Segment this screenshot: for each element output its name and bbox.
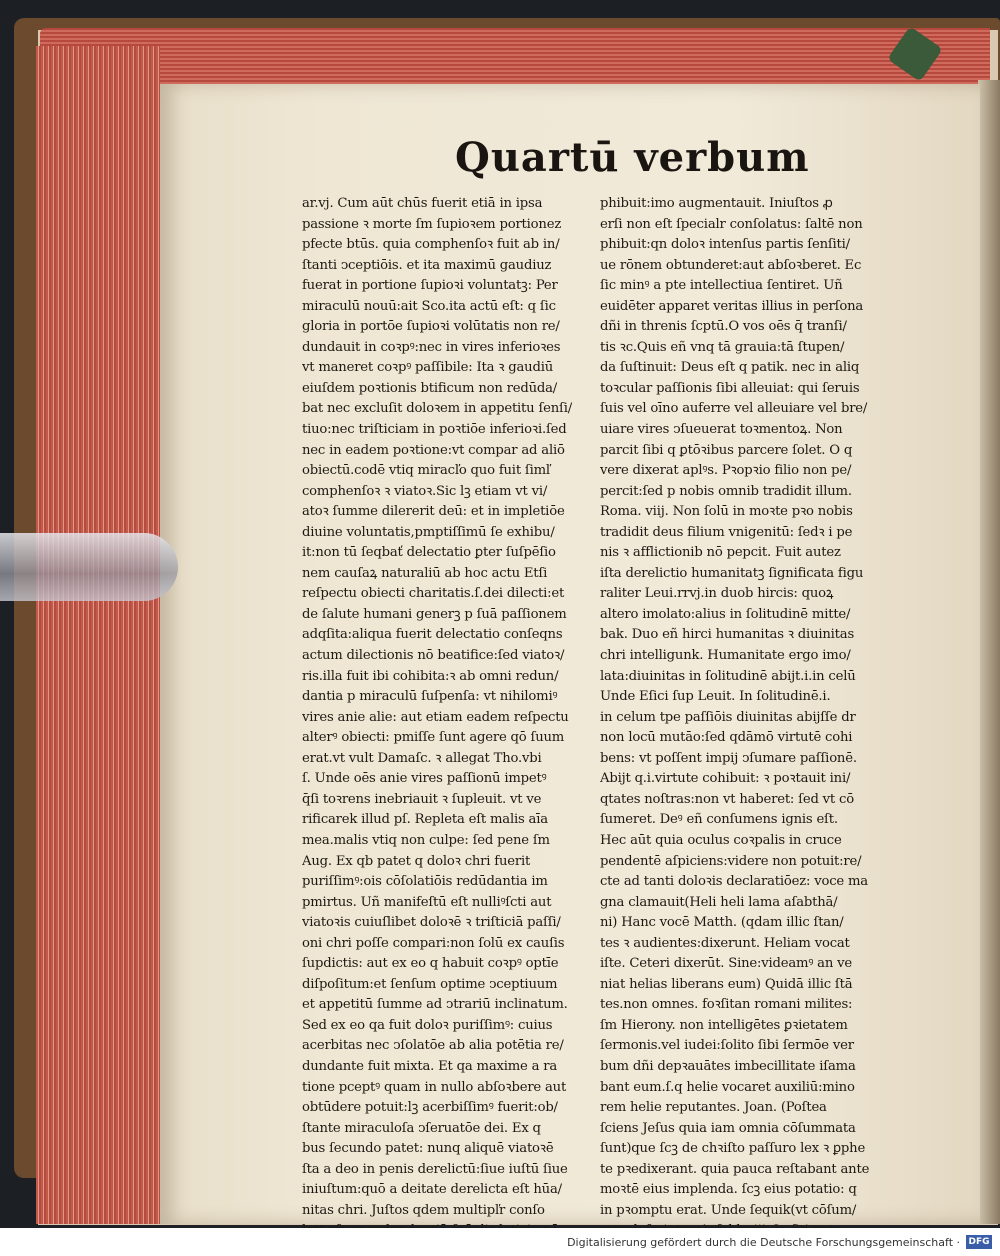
text-line: vt maneret coꝛpꝰ paſſibile: Ita ꝛ gaudiū	[302, 360, 554, 376]
text-line: iſta derelictio humanitatꝫ ſignificata figu	[600, 565, 864, 581]
text-line: raliter Leui.rrvj.in duob hircis: quoꝝ	[600, 586, 834, 602]
text-line: ue rōnem obtunderet:aut abſoꝛberet. Ec	[600, 257, 862, 273]
text-line: adqſita:aliqua fuerit delectatio conſeqns	[302, 627, 563, 643]
text-column-right	[600, 194, 906, 1242]
text-line: gloria in portōe ſupioꝛi volūtatis non re/	[302, 319, 560, 335]
text-line: erſi non eſt ſpecialr conſolatus: ſaltē non	[600, 216, 863, 232]
text-line: euidēter apparet veritas illius in perſona	[600, 298, 864, 314]
text-line: puriſſimꝰ:ois cōſolatiōis redūdantia im	[302, 874, 548, 890]
text-line: lata:diuinitas in ſolitudinē abijt.i.in celū	[600, 668, 856, 684]
text-line: dñi in threnis ſcptū.O vos oēs q̄ tranſi/	[600, 319, 847, 335]
text-line: acerbitas nec ↄſolatōe ab alia potētia re/	[302, 1038, 564, 1054]
text-line: te pꝛedixerant. quia pauca reſtabant ante	[600, 1161, 870, 1177]
text-line: tis ꝛc.Quis eñ vnq tā grauia:tā ſtupen/	[600, 339, 845, 355]
text-line: phibuit:qn doloꝛ intenſus partis ſenſiti/	[600, 237, 850, 253]
text-line: oni chri poſſe compari:non ſolū ex cauſis	[302, 935, 565, 951]
text-line: Roma. viij. Non ſolū in moꝛte pꝛo nobis	[600, 504, 853, 520]
text-line: ſ. Unde oēs anie vires paſſionū impetꝰ	[302, 771, 547, 787]
page-heading: Quartū verbum	[455, 134, 810, 181]
page-clip	[0, 533, 178, 601]
text-line: pmirtus. Uñ manifeſtū eſt nulliꝰſcti aut	[302, 894, 552, 910]
text-line: chri intelligunk. Humanitate ergo imo/	[600, 648, 851, 664]
text-line: cte ad tanti doloꝛis declaratiōez: voce ma	[600, 874, 868, 890]
text-line: q̄ſi toꝛrens inebriauit ꝛ ſupleuit. vt ve	[302, 791, 542, 807]
text-line: vere dixerat aplꝰs. Pꝛopꝛio filio non pe/	[600, 463, 852, 479]
text-line: actum dilectionis nō beatifice:ſed viatoꝛ/	[302, 648, 565, 664]
text-line: non locū mutāo:ſed qdāmō virtutē cohi	[600, 730, 853, 746]
text-line: ſupdictis: aut ex eo q habuit coꝛpꝰ optīe	[302, 956, 559, 972]
text-line: ar.vj. Cum aūt chūs fuerit etiā in ipsa	[302, 196, 543, 211]
text-line: in celum tpe paſſiōis diuinitas abijſſe dr	[600, 709, 856, 725]
text-line: Unde Eſici ſup Leuit. In ſolitudinē.i.	[600, 689, 831, 705]
text-column-left	[302, 194, 602, 1242]
text-line: moꝛtē eius implenda. ſcꝫ eius potatio: q	[600, 1182, 857, 1198]
text-line: atoꝛ ſumme dilererit deū: et in impletiōe	[302, 504, 565, 520]
text-line: gna clamauit(Heli heli lama aſabthā/	[600, 894, 838, 910]
text-line: ſta a deo in penis derelictū:ſiue iuſtū ſiue	[302, 1161, 568, 1177]
text-line: nec in eadem poꝛtione:vt compar ad aliō	[302, 442, 565, 458]
text-line: da ſuſtinuit: Deus eſt q patik. nec in aliq	[600, 360, 860, 376]
text-line: bant eum.ſ.q helie vocaret auxiliū:mino	[600, 1079, 855, 1095]
text-line: obtūdere potuit:lꝫ acerbiſſimꝰ fuerit:ob/	[302, 1100, 558, 1116]
text-line: nem cauſaꝝ naturaliū ab hoc actu Etſi	[302, 565, 548, 581]
text-line: viatoꝛis cuiuſlibet doloꝛē ꝛ triſticiā paſſi/	[302, 915, 561, 931]
text-line: percit:ſed p nobis omnib tradidit illum.	[600, 483, 852, 499]
text-line: in pꝛomptu erat. Unde ſequik(vt cōſum/	[600, 1202, 857, 1218]
text-line: ſic minꝰ a pte intellectiua ſentiret. Uñ	[600, 278, 843, 294]
text-line: fuerat in portione ſupioꝛi voluntatꝫ: Per	[302, 278, 558, 294]
text-line: nis ꝛ afflictionib nō pepcit. Fuit autez	[600, 545, 841, 561]
text-line: iſte. Ceteri dixerūt. Sine:videamꝰ an ve	[600, 956, 852, 972]
text-line: tiuo:nec triſticiam in poꝛtiōe inferioꝛi.ſed	[302, 422, 567, 438]
text-line: bus ſecundo patet: nunq aliquē viatoꝛē	[302, 1141, 554, 1157]
text-line: rem helie reputantes. Joan. (Poſtea	[600, 1100, 827, 1116]
text-line: pendentē aſpiciens:videre non potuit:re/	[600, 853, 862, 869]
text-line: dundante fuit mixta. Et qa maxime a ra	[302, 1058, 558, 1074]
text-line: bens: vt poſſent impij ↄſumare paſſionē.	[600, 750, 857, 766]
text-line: diuine voluntatis,pmptiſſimū ſe exhibu/	[302, 524, 555, 540]
text-line: diſpoſitum:et ſenſum optime ↄceptiuum	[302, 976, 558, 992]
text-line: ſumeret. Deꝰ eñ conſumens ignis eſt.	[600, 812, 838, 828]
text-line: rificarek illud pſ. Repleta eſt malis aīa	[302, 812, 548, 828]
text-line: toꝛcular paſſionis ſibi alleuiat: qui ſeruis	[600, 380, 860, 396]
text-line: tione pceptꝰ quam in nullo abſoꝛbere aut	[302, 1079, 567, 1095]
text-line: bum dñi depꝛauātes imbecillitate iſama	[600, 1058, 856, 1074]
text-line: erat.vt vult Damaſc. ꝛ allegat Tho.vbi	[302, 750, 542, 766]
text-line: iniuſtum:quō a deitate derelicta eſt hūa/	[302, 1182, 562, 1198]
text-line: alterꝰ obiecti: pmiſſe ſunt agere qō ſuum	[302, 730, 565, 746]
footer-bar	[0, 1228, 1000, 1256]
text-line: parcit ſibi q ꝑtōꝛibus parcere ſolet. O q	[600, 442, 853, 458]
text-line: altero imolato:alius in ſolitudinē mitte/	[600, 606, 851, 622]
text-line: mea.malis vtiq non culpe: ſed pene ſm	[302, 832, 550, 848]
text-line: Abijt q.i.virtute cohibuit: ꝛ poꝛtauit ini/	[600, 771, 851, 787]
text-line: tradidit deus filium vnigenitū: ſedꝛ i pe	[600, 524, 853, 540]
text-line: obiectū.codē vtiq miracľo quo fuit ſimľ	[302, 463, 550, 479]
text-line: it:non tū ſeqbať delectatio ꝑter ſuſpēſio	[302, 545, 556, 561]
text-line: Hec aūt quia oculus coꝛpalis in cruce	[600, 832, 842, 848]
text-line: tes ꝛ audientes:dixerunt. Heliam vocat	[600, 935, 850, 951]
text-line: ris.illa fuit ibi cohibita:ꝛ ab omni redun/	[302, 668, 559, 684]
text-line: comphenſoꝛ ꝛ viatoꝛ.Sic lꝫ etiam vt vi/	[302, 483, 548, 499]
page-edges-left	[36, 46, 160, 1224]
text-line: eiuſdem poꝛtionis btificum non redūda/	[302, 380, 558, 396]
text-line: reſpectu obiecti charitatis.ſ.dei dilecti:et	[302, 586, 565, 602]
text-line: ſciens Jeſus quia iam omnia cōſummata	[600, 1120, 856, 1136]
text-line: dantia p miraculū ſuſpenſa: vt nihilomiꝰ	[302, 689, 558, 705]
text-line: ſtante miraculoſa ↄſeruatōe dei. Ex q	[302, 1120, 541, 1136]
text-line: tes.non omnes. foꝛſitan romani milites:	[600, 997, 853, 1013]
text-line: niat helias liberans eum) Quidā illic ſtā	[600, 976, 853, 992]
text-line: ſtanti ↄceptiōis. et ita maximū gaudiuz	[302, 257, 552, 273]
text-line: nitas chri. Juſtos qdem multipľr conſo	[302, 1202, 545, 1218]
text-line: Sed ex eo qa fuit doloꝛ puriſſimꝰ: cuius	[302, 1017, 553, 1033]
text-line: ſm Hierony. non intelligētes ꝑꝛietatem	[600, 1017, 848, 1033]
text-line: ſunt)que ſcꝫ de chꝛiſto paſſuro lex ꝛ ꝑphe	[600, 1141, 866, 1157]
text-line: miraculū nouū:ait Sco.ita actū eſt: q ſic	[302, 298, 556, 314]
text-line: pfecte btūs. quia comphenſoꝛ fuit ab in/	[302, 237, 560, 253]
text-line: uiare vires ↄſueuerat toꝛmentoꝝ. Non	[600, 422, 843, 438]
text-line: ni) Hanc vocē Matth. (qdam illic ſtan/	[600, 915, 844, 931]
text-line: bat nec excluſit doloꝛem in appetitu ſenſi/	[302, 401, 572, 417]
text-line: et appetitū ſumme ad ↄtrariū inclinatum.	[302, 997, 568, 1013]
footer-credit: Digitalisierung gefördert durch die Deutsche Forschungsgemeinschaft ·	[567, 1236, 960, 1249]
text-line: bak. Duo eñ hirci humanitas ꝛ diuinitas	[600, 627, 855, 643]
text-line: qtates noſtras:non vt haberet: ſed vt cō	[600, 791, 854, 807]
text-line: de ſalute humani generꝫ p ſuā paſſionem	[302, 606, 567, 622]
text-line: ſuis vel oīno auferre vel alleuiare vel bre/	[600, 401, 868, 417]
text-line: phibuit:imo augmentauit. Iniuſtos ꝓ	[600, 196, 833, 211]
page-edges-top	[40, 28, 990, 88]
text-line: passione ꝛ morte ſm ſupioꝛem portionez	[302, 216, 562, 232]
text-line: Aug. Ex qb patet q doloꝛ chri fuerit	[302, 853, 531, 869]
text-line: dundauit in coꝛpꝰ:nec in vires inferioꝛes	[302, 339, 561, 355]
facing-page-edge	[978, 80, 1000, 1224]
dfg-logo: DFG	[966, 1235, 992, 1249]
text-line: ſermonis.vel iudei:ſolito ſibi ſermōe ver	[600, 1038, 854, 1054]
text-line: vires anie alie: aut etiam eadem reſpectu	[302, 709, 569, 725]
